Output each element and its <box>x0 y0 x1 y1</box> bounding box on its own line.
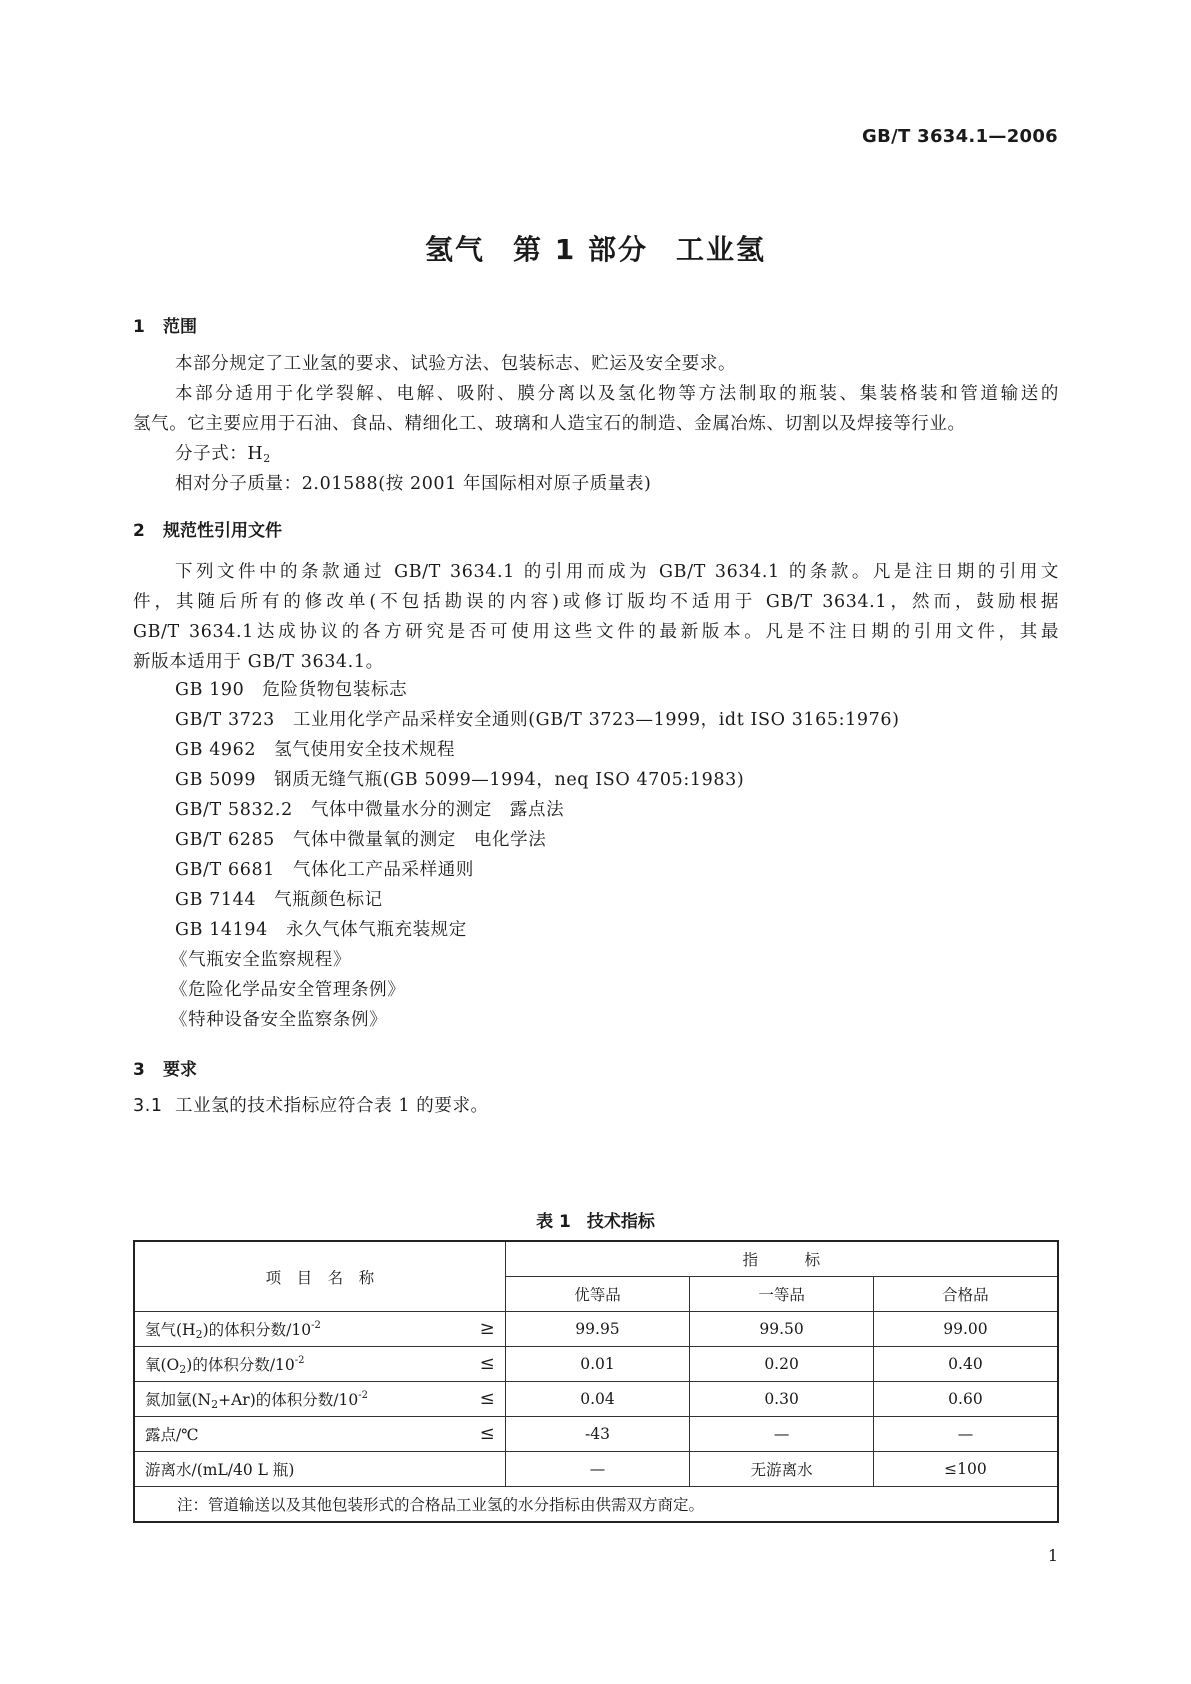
regulation-item: 《特种设备安全监察条例》 <box>170 1010 388 1030</box>
reference-title: 气体化工产品采样通则 <box>292 860 474 880</box>
reference-code: GB/T 3723 <box>175 710 275 730</box>
comparison-symbol: ≤ <box>479 1353 495 1374</box>
table-header-row <box>134 1241 1058 1277</box>
page-number: 1 <box>1047 1546 1058 1565</box>
value-cell: — <box>690 1417 874 1452</box>
table-row <box>134 1347 1058 1382</box>
value-cell: 无游离水 <box>690 1452 874 1487</box>
value-cell: 0.30 <box>690 1382 874 1417</box>
name-superscript: -2 <box>294 1354 305 1366</box>
comparison-symbol: ≤ <box>479 1388 495 1409</box>
name-text: 游离水/(mL/40 L 瓶) <box>145 1461 295 1479</box>
table-caption-number: 表 1 <box>536 1212 571 1232</box>
name-subscript: 2 <box>195 1327 203 1341</box>
reference-title: 气体中微量氧的测定 电化学法 <box>292 830 547 850</box>
value-cell: 0.20 <box>690 1347 874 1382</box>
reference-item <box>175 856 474 881</box>
table-caption <box>0 1207 1191 1232</box>
reference-item <box>175 706 900 731</box>
table-row <box>134 1452 1058 1487</box>
section-3-heading <box>133 1055 197 1080</box>
title-part-3: 工业氢 <box>675 233 766 266</box>
reference-item <box>175 826 546 851</box>
table-note: 注：管道输送以及其他包装形式的合格品工业氢的水分指标由供需双方商定。 <box>134 1487 1058 1523</box>
reference-title: 永久气体气瓶充装规定 <box>285 920 467 940</box>
reference-code: GB 7144 <box>175 890 257 910</box>
reference-code: GB/T 6681 <box>175 860 275 880</box>
row-name <box>134 1452 505 1487</box>
formula-label: 分子式：H <box>175 444 264 464</box>
value-cell: -43 <box>505 1417 690 1452</box>
paragraph-line: GB/T 3634.1达成协议的各方研究是否可使用这些文件的最新版本。凡是不注日期的引用文件，其最 <box>133 622 1059 642</box>
molecular-mass: 相对分子质量：2.01588(按 2001 年国际相对原子质量表) <box>175 474 652 494</box>
section-number: 1 <box>133 317 145 337</box>
clause-3-1 <box>133 1090 1059 1122</box>
paragraph-line: 氢气。它主要应用于石油、食品、精细化工、玻璃和人造宝石的制造、金属冶炼、切割以及焊接等行业。 <box>133 414 966 434</box>
reference-code: GB 14194 <box>175 920 268 940</box>
name-text: 氧(O <box>145 1355 180 1374</box>
value-cell: 99.00 <box>873 1312 1058 1347</box>
section-number: 3 <box>133 1060 145 1080</box>
clause-number: 3.1 <box>133 1096 163 1116</box>
header-grade-first: 一等品 <box>690 1277 874 1312</box>
value-cell: 0.60 <box>873 1382 1058 1417</box>
table-row <box>134 1382 1058 1417</box>
regulation-item: 《气瓶安全监察规程》 <box>170 950 351 970</box>
reference-code: GB 4962 <box>175 740 257 760</box>
paragraph-line: 件，其随后所有的修改单(不包括勘误的内容)或修订版均不适用于 GB/T 3634.1，然而，鼓励根据 <box>133 592 1059 612</box>
name-text: 氮加氩(N <box>145 1390 212 1409</box>
regulation-item: 《危险化学品安全管理条例》 <box>170 980 406 1000</box>
paragraph-line: 本部分适用于化学裂解、电解、吸附、膜分离以及氢化物等方法制取的瓶装、集装格装和管道输送的 <box>175 384 1059 404</box>
reference-item <box>175 886 383 911</box>
section-1-heading <box>133 312 197 337</box>
header-item-name: 项 目 名 称 <box>134 1241 505 1312</box>
comparison-symbol: ≥ <box>479 1318 495 1339</box>
reference-title: 气瓶颜色标记 <box>274 890 383 910</box>
name-subscript: 2 <box>179 1362 187 1376</box>
paragraph-line: 下列文件中的条款通过 GB/T 3634.1 的引用而成为 GB/T 3634.1 的条款。凡是注日期的引用文 <box>175 562 1059 582</box>
name-text: +Ar)的体积分数/10 <box>218 1390 359 1409</box>
header-grade-qualified: 合格品 <box>873 1277 1058 1312</box>
reference-code: GB/T 6285 <box>175 830 275 850</box>
reference-item <box>175 766 744 791</box>
reference-code: GB 5099 <box>175 770 257 790</box>
reference-title: 钢质无缝气瓶(GB 5099—1994，neq ISO 4705:1983) <box>274 770 745 790</box>
value-cell: 99.50 <box>690 1312 874 1347</box>
formula-subscript: 2 <box>263 452 271 465</box>
reference-item <box>175 736 455 761</box>
clause-text: 工业氢的技术指标应符合表 1 的要求。 <box>175 1096 489 1116</box>
section-title: 范围 <box>163 317 197 337</box>
name-superscript: -2 <box>311 1319 321 1331</box>
value-cell: 99.95 <box>505 1312 690 1347</box>
section-title: 规范性引用文件 <box>163 521 282 541</box>
reference-item <box>175 916 467 941</box>
technical-index-table <box>133 1240 1059 1523</box>
table-row <box>134 1312 1058 1347</box>
row-name <box>134 1347 505 1382</box>
reference-title: 氢气使用安全技术规程 <box>274 740 456 760</box>
paragraph-line: 新版本适用于 GB/T 3634.1。 <box>133 652 384 672</box>
value-cell: 0.04 <box>505 1382 690 1417</box>
value-cell: 0.01 <box>505 1347 690 1382</box>
name-superscript: -2 <box>358 1389 368 1401</box>
name-text: 氢气(H <box>145 1320 196 1339</box>
reference-title: 工业用化学产品采样安全通则(GB/T 3723—1999，idt ISO 3165:1976) <box>292 710 900 730</box>
row-name <box>134 1417 505 1452</box>
table-caption-title: 技术指标 <box>586 1212 655 1232</box>
header-index: 指 标 <box>505 1241 1058 1277</box>
table-note-row <box>134 1487 1058 1523</box>
row-name <box>134 1312 505 1347</box>
title-part-2: 第 1 部分 <box>513 233 648 266</box>
section-title: 要求 <box>163 1060 197 1080</box>
standard-number: GB/T 3634.1—2006 <box>862 126 1058 147</box>
name-text: )的体积分数/10 <box>202 1320 312 1339</box>
value-cell: — <box>505 1452 690 1487</box>
table-row <box>134 1417 1058 1452</box>
title-part-1: 氢气 <box>424 233 485 266</box>
reference-item <box>175 676 407 701</box>
value-cell: 0.40 <box>873 1347 1058 1382</box>
name-text: )的体积分数/10 <box>186 1355 295 1374</box>
paragraph: 本部分规定了工业氢的要求、试验方法、包装标志、贮运及安全要求。 <box>175 354 737 374</box>
comparison-symbol: ≤ <box>479 1423 495 1444</box>
reference-title: 危险货物包装标志 <box>262 680 408 700</box>
reference-item <box>175 796 564 821</box>
row-name <box>134 1382 505 1417</box>
header-grade-superior: 优等品 <box>505 1277 690 1312</box>
name-text: 露点/℃ <box>145 1426 199 1444</box>
value-cell: ≤100 <box>873 1452 1058 1487</box>
section-number: 2 <box>133 521 145 541</box>
reference-title: 气体中微量水分的测定 露点法 <box>310 800 565 820</box>
name-subscript: 2 <box>211 1397 219 1411</box>
value-cell: — <box>873 1417 1058 1452</box>
reference-code: GB 190 <box>175 680 245 700</box>
document-title <box>0 228 1191 268</box>
section-2-heading <box>133 516 282 541</box>
reference-code: GB/T 5832.2 <box>175 800 293 820</box>
